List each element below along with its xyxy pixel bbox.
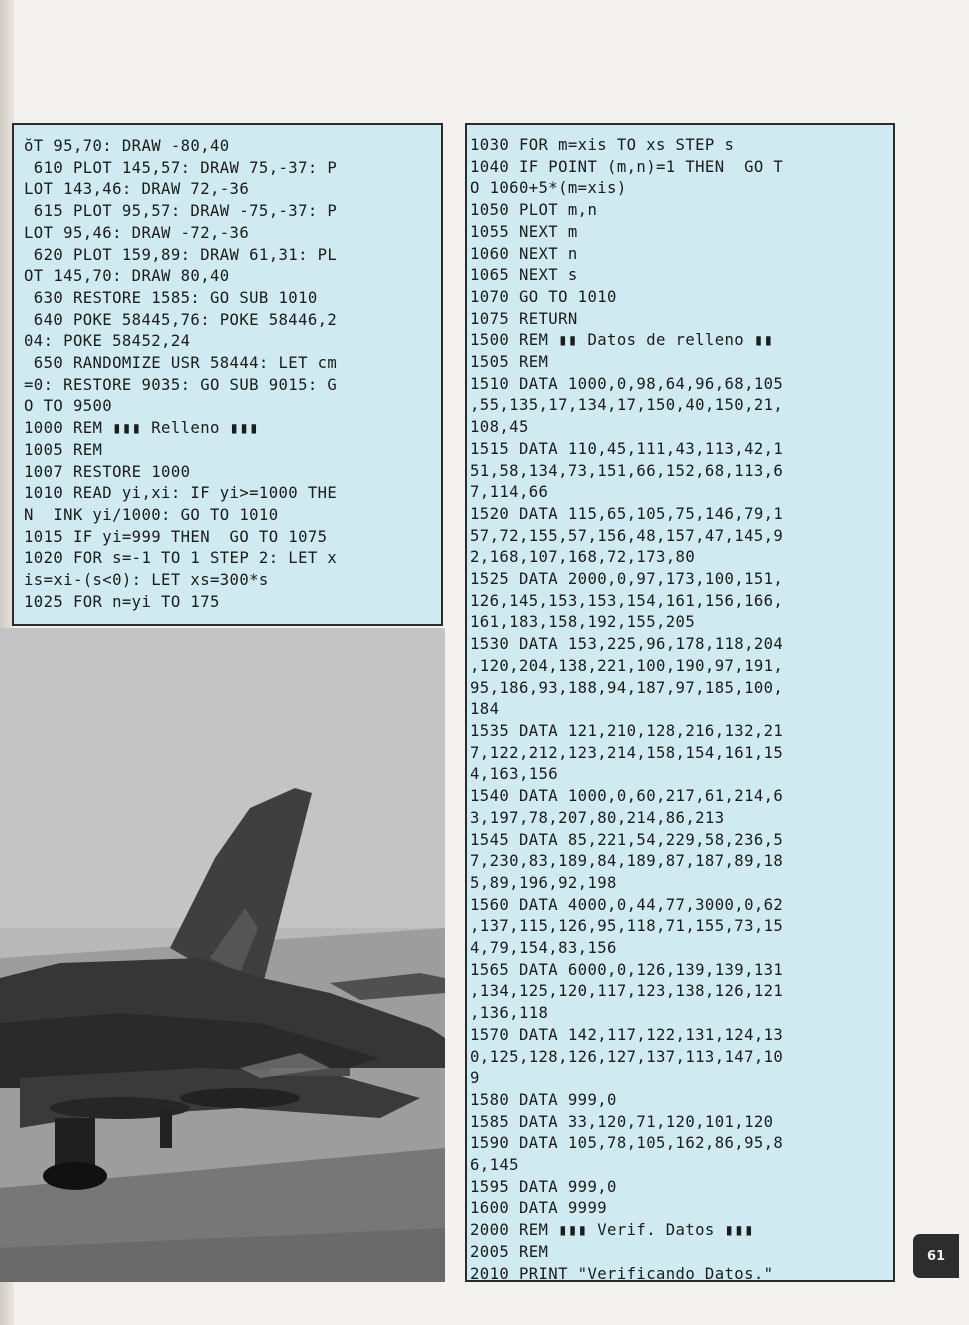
code-listing-right bbox=[465, 123, 895, 1282]
left-code-line: 620 PLOT 159,89: DRAW 61,31: PL bbox=[24, 245, 338, 264]
right-code-line: 4,163,156 bbox=[470, 765, 559, 784]
right-code-line: 1595 DATA 999,0 bbox=[470, 1177, 617, 1196]
left-code-line: 650 RANDOMIZE USR 58444: LET cm bbox=[24, 354, 338, 373]
left-code-line: 640 POKE 58445,76: POKE 58446,2 bbox=[24, 310, 338, 329]
right-code-line: 2,168,107,168,72,173,80 bbox=[470, 548, 696, 567]
right-code-line: 2010 PRINT "Verificando Datos." bbox=[470, 1264, 774, 1282]
left-code-line: 1007 RESTORE 1000 bbox=[24, 462, 191, 481]
left-code-line: 04: POKE 58452,24 bbox=[24, 332, 191, 351]
jet-illustration bbox=[0, 628, 445, 1282]
right-code-line: 1510 DATA 1000,0,98,64,96,68,105 bbox=[470, 374, 784, 393]
right-code-line: 1050 PLOT m,n bbox=[470, 201, 598, 220]
right-code-line: 108,45 bbox=[470, 418, 529, 437]
right-code-line: 2005 REM bbox=[470, 1242, 549, 1261]
right-code-line: 1065 NEXT s bbox=[470, 266, 578, 285]
left-code-line: 1000 REM ▮▮▮ Relleno ▮▮▮ bbox=[24, 419, 259, 438]
right-code-line: 1500 REM ▮▮ Datos de relleno ▮▮ bbox=[470, 331, 774, 350]
right-code-line: 1070 GO TO 1010 bbox=[470, 287, 617, 306]
left-code-line: 1025 FOR n=yi TO 175 bbox=[24, 592, 220, 611]
right-code-line: 1565 DATA 6000,0,126,139,139,131 bbox=[470, 960, 784, 979]
right-code-line: 4,79,154,83,156 bbox=[470, 939, 617, 958]
code-listing-left bbox=[12, 123, 443, 626]
right-code-line: 1505 REM bbox=[470, 353, 549, 372]
right-code-line: ,136,118 bbox=[470, 1004, 549, 1023]
right-code-line: 1525 DATA 2000,0,97,173,100,151, bbox=[470, 570, 784, 589]
right-code-line: 51,58,134,73,151,66,152,68,113,6 bbox=[470, 461, 784, 480]
left-code-line: 610 PLOT 145,57: DRAW 75,-37: P bbox=[24, 158, 338, 177]
jet-photo bbox=[0, 628, 445, 1282]
right-code-line: 1075 RETURN bbox=[470, 309, 578, 328]
right-code-line: 57,72,155,57,156,48,157,47,145,9 bbox=[470, 526, 784, 545]
left-code-line: is=xi-(s<0): LET xs=300*s bbox=[24, 571, 269, 590]
left-code-line: 615 PLOT 95,57: DRAW -75,-37: P bbox=[24, 202, 338, 221]
left-code-line: LOT 143,46: DRAW 72,-36 bbox=[24, 180, 250, 199]
right-code-line: 1060 NEXT n bbox=[470, 244, 578, 263]
left-code-line: 1005 REM bbox=[24, 440, 103, 459]
right-code-line: 1600 DATA 9999 bbox=[470, 1199, 608, 1218]
left-code-line: =0: RESTORE 9035: GO SUB 9015: G bbox=[24, 375, 338, 394]
right-code-line: ,134,125,120,117,123,138,126,121 bbox=[470, 982, 784, 1001]
right-code-line: 1040 IF POINT (m,n)=1 THEN GO T bbox=[470, 157, 784, 176]
right-code-line: ,55,135,17,134,17,150,40,150,21, bbox=[470, 396, 784, 415]
left-code-line: 1010 READ yi,xi: IF yi>=1000 THE bbox=[24, 484, 338, 503]
right-code-line: ,120,204,138,221,100,190,97,191, bbox=[470, 656, 784, 675]
right-code-line: 9 bbox=[470, 1069, 480, 1088]
right-code-line: 1585 DATA 33,120,71,120,101,120 bbox=[470, 1112, 774, 1131]
right-code-line: 1520 DATA 115,65,105,75,146,79,1 bbox=[470, 504, 784, 523]
right-code-line: 5,89,196,92,198 bbox=[470, 873, 617, 892]
right-code-line: 161,183,158,192,155,205 bbox=[470, 613, 696, 632]
left-code-line: N INK yi/1000: GO TO 1010 bbox=[24, 505, 279, 524]
left-code-line: OT 145,70: DRAW 80,40 bbox=[24, 267, 230, 286]
right-code-line: O 1060+5*(m=xis) bbox=[470, 179, 627, 198]
left-code-line: 630 RESTORE 1585: GO SUB 1010 bbox=[24, 288, 318, 307]
right-code-line: 0,125,128,126,127,137,113,147,10 bbox=[470, 1047, 784, 1066]
right-code-line: 184 bbox=[470, 700, 500, 719]
left-code-line: 1015 IF yi=999 THEN GO TO 1075 bbox=[24, 527, 328, 546]
right-code-line: 126,145,153,153,154,161,156,166, bbox=[470, 591, 784, 610]
right-code-line: 1580 DATA 999,0 bbox=[470, 1090, 617, 1109]
right-code-line: 7,230,83,189,84,189,87,187,89,18 bbox=[470, 852, 784, 871]
right-code-line: 1530 DATA 153,225,96,178,118,204 bbox=[470, 635, 784, 654]
right-code-line: 1515 DATA 110,45,111,43,113,42,1 bbox=[470, 439, 784, 458]
right-code-line: 1055 NEXT m bbox=[470, 222, 578, 241]
right-code-line: 95,186,93,188,94,187,97,185,100, bbox=[470, 678, 784, 697]
right-code-line: 1560 DATA 4000,0,44,77,3000,0,62 bbox=[470, 895, 784, 914]
right-code-line: 3,197,78,207,80,214,86,213 bbox=[470, 808, 725, 827]
right-code-line: 1535 DATA 121,210,128,216,132,21 bbox=[470, 721, 784, 740]
page-number: 61 bbox=[913, 1234, 959, 1278]
left-code-line: ŏT 95,70: DRAW -80,40 bbox=[24, 137, 230, 155]
right-code-line: 1540 DATA 1000,0,60,217,61,214,6 bbox=[470, 787, 784, 806]
left-code-line: 1020 FOR s=-1 TO 1 STEP 2: LET x bbox=[24, 549, 338, 568]
right-code-line: 1030 FOR m=xis TO xs STEP s bbox=[470, 136, 735, 154]
right-code-line: 2000 REM ▮▮▮ Verif. Datos ▮▮▮ bbox=[470, 1221, 754, 1240]
left-code-line: LOT 95,46: DRAW -72,-36 bbox=[24, 223, 250, 242]
right-code-line: 1570 DATA 142,117,122,131,124,13 bbox=[470, 1025, 784, 1044]
right-code-line: ,137,115,126,95,118,71,155,73,15 bbox=[470, 917, 784, 936]
right-code-line: 6,145 bbox=[470, 1156, 519, 1175]
right-code-line: 7,122,212,123,214,158,154,161,15 bbox=[470, 743, 784, 762]
right-code-line: 7,114,66 bbox=[470, 483, 549, 502]
right-code-line: 1590 DATA 105,78,105,162,86,95,8 bbox=[470, 1134, 784, 1153]
left-code-line: O TO 9500 bbox=[24, 397, 113, 416]
right-code-line: 1545 DATA 85,221,54,229,58,236,5 bbox=[470, 830, 784, 849]
